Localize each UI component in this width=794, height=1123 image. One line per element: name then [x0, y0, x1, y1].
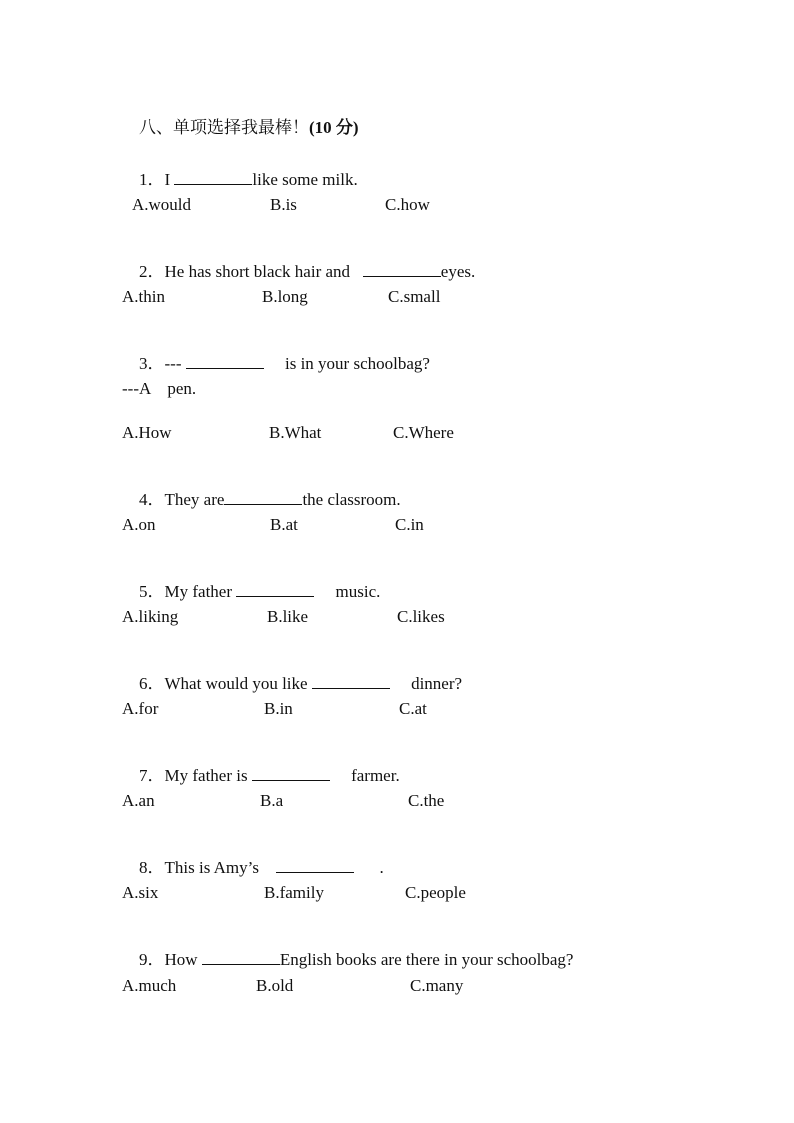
option-b: B.a [260, 791, 284, 810]
question-8 [122, 836, 384, 898]
option-b: B.in [264, 699, 293, 718]
answer-blank [312, 672, 390, 689]
option-b: B.What [269, 423, 322, 442]
option-c: C.in [395, 515, 424, 534]
question-9 [122, 928, 573, 990]
option-c: C.the [408, 791, 445, 810]
option-c: C.small [388, 287, 441, 306]
option-c: C.likes [397, 607, 445, 626]
answer-blank [202, 948, 280, 965]
question-text-start: This is Amy’s [164, 858, 276, 877]
option-a: A.liking [122, 607, 179, 626]
option-a: A.would [132, 195, 192, 214]
question-number: 6． [139, 674, 165, 693]
section-title-score: (10 分) [309, 118, 359, 137]
option-b: B.long [262, 287, 308, 306]
option-b: B.family [264, 883, 324, 902]
answer-blank [276, 856, 354, 873]
question-text-start: My father [164, 582, 237, 601]
question-text-end: . [353, 858, 384, 877]
option-a: A.six [122, 883, 159, 902]
question-number: 5． [139, 582, 165, 601]
answer-blank [186, 352, 264, 369]
question-text-end: is in your schoolbag? [263, 354, 430, 373]
option-b: B.at [270, 515, 298, 534]
option-c: C.many [410, 976, 464, 995]
question-text-end: like some milk. [252, 170, 358, 189]
option-a: A.on [122, 515, 156, 534]
question-number: 7． [139, 766, 165, 785]
option-c: C.people [405, 883, 466, 902]
question-text-end: English books are there in your schoolbag? [279, 950, 574, 969]
answer-blank [363, 260, 441, 277]
answer-blank [224, 488, 302, 505]
question-number: 8． [139, 858, 165, 877]
answer-blank [236, 580, 314, 597]
answer-blank [174, 168, 252, 185]
question-text-start: They are [164, 490, 225, 509]
question-text-start: I [164, 170, 175, 189]
option-c: C.how [385, 195, 430, 214]
question-text-start: He has short black hair and [164, 262, 363, 281]
answer-line: ---A pen. [122, 379, 197, 398]
option-c: C.at [399, 699, 427, 718]
option-a: A.for [122, 699, 159, 718]
question-number: 4． [139, 490, 165, 509]
question-text-start: What would you like [164, 674, 312, 693]
question-number: 3． [139, 354, 165, 373]
section-title-cn: 八、单项选择我最棒！ [139, 118, 309, 138]
question-text-start: My father is [164, 766, 252, 785]
question-text-start: How [164, 950, 202, 969]
question-text-start: --- [164, 354, 186, 373]
option-c: C.Where [393, 423, 454, 442]
answer-blank [252, 764, 330, 781]
option-b: B.like [267, 607, 309, 626]
question-number: 9． [139, 950, 165, 969]
option-a: A.How [122, 423, 172, 442]
question-text-end: the classroom. [302, 490, 401, 509]
question-text-end: eyes. [440, 262, 476, 281]
question-text-end: farmer. [329, 766, 400, 785]
option-b: B.old [256, 976, 294, 995]
option-a: A.thin [122, 287, 165, 306]
option-b: B.is [270, 195, 297, 214]
option-a: A.an [122, 791, 155, 810]
question-text-end: dinner? [389, 674, 463, 693]
question-4 [122, 468, 401, 530]
question-text-end: music. [314, 582, 381, 601]
option-a: A.much [122, 976, 177, 995]
question-number: 1． [139, 170, 165, 189]
question-number: 2． [139, 262, 165, 281]
